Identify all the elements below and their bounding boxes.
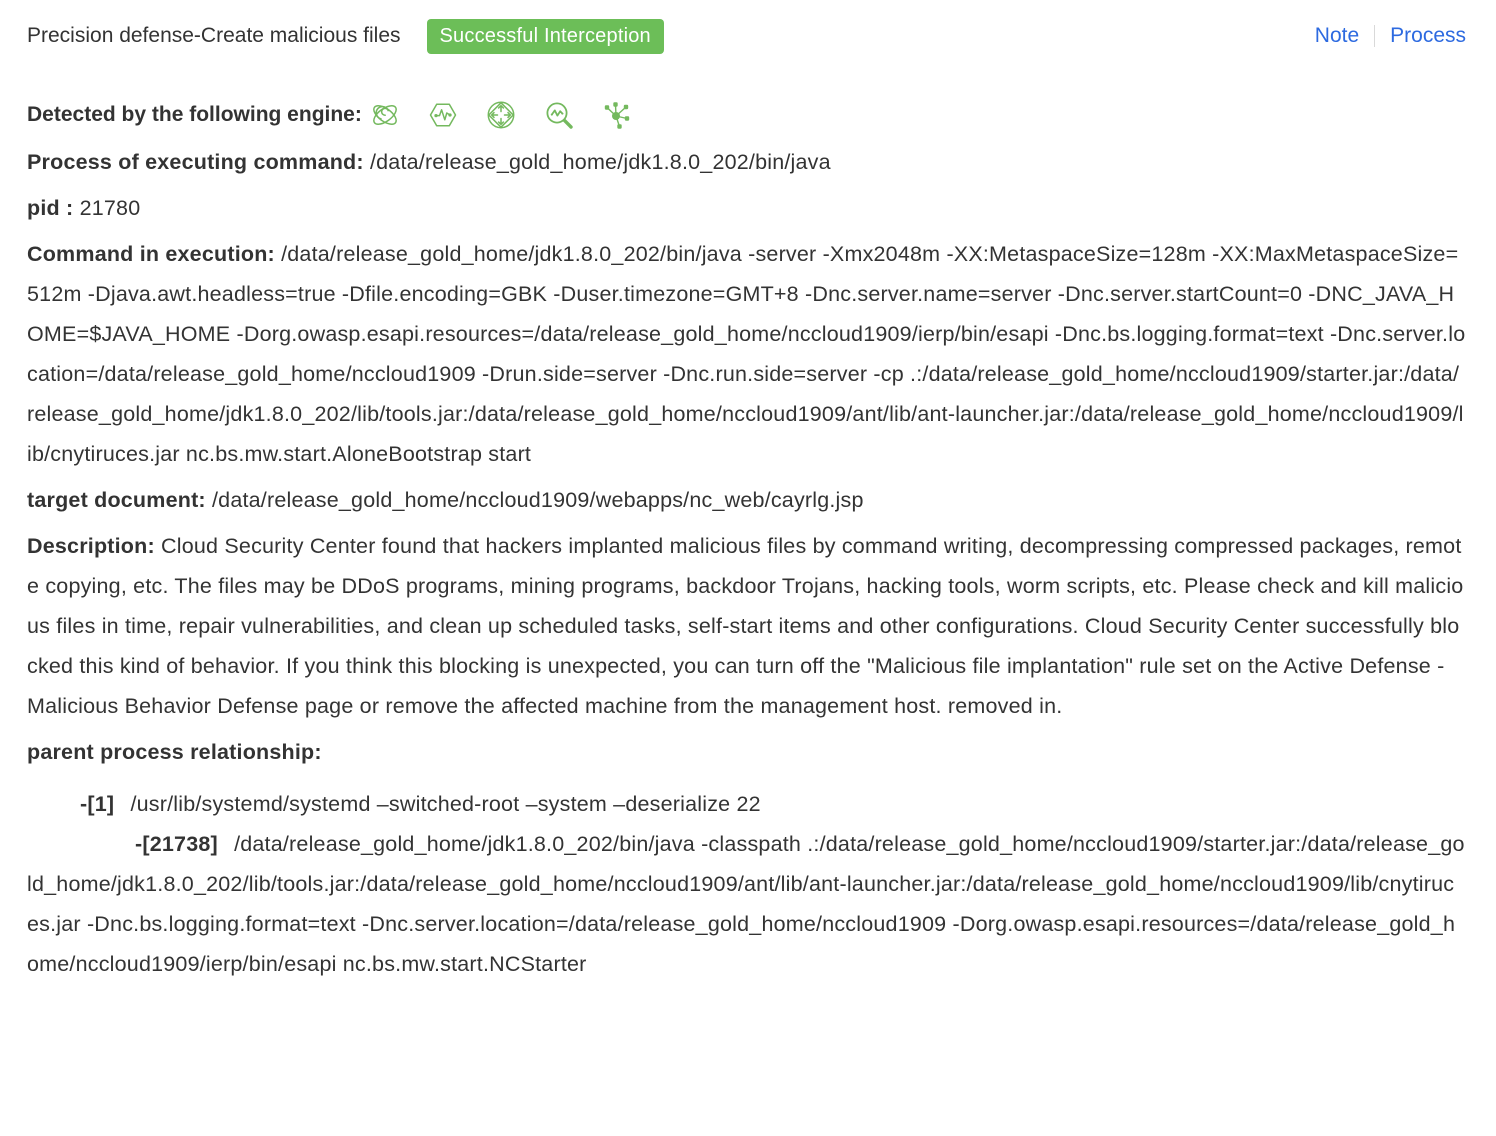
vertical-divider xyxy=(1374,25,1375,47)
command-in-execution-label: Command in execution: xyxy=(27,242,275,266)
magnifier-wave-icon xyxy=(544,100,574,130)
status-badge: Successful Interception xyxy=(427,19,664,54)
parent-process-pid: -[1] xyxy=(80,792,115,816)
engine-row-label: Detected by the following engine: xyxy=(27,103,362,126)
engine-row xyxy=(27,98,1466,132)
parent-process-tree xyxy=(27,784,1466,984)
parent-process-pid: -[21738] xyxy=(135,832,218,856)
description-row xyxy=(27,526,1466,726)
target-document-label: target document: xyxy=(27,488,206,512)
parent-process-command: /usr/lib/systemd/systemd –switched-root –system –deserialize 22 xyxy=(130,792,761,816)
network-cluster-icon xyxy=(602,100,632,130)
page-title: Precision defense-Create malicious files xyxy=(27,24,401,47)
pid-row xyxy=(27,188,1466,228)
parent-process-row xyxy=(27,824,1466,984)
parent-process-heading xyxy=(27,732,1466,772)
header xyxy=(27,18,1466,54)
note-link[interactable]: Note xyxy=(1314,24,1360,47)
parent-process-label: parent process relationship: xyxy=(27,740,322,764)
target-document-row xyxy=(27,480,1466,520)
description-label: Description: xyxy=(27,534,155,558)
process-command-label: Process of executing command: xyxy=(27,150,364,174)
target-document-value: /data/release_gold_home/nccloud1909/webapps/nc_web/cayrlg.jsp xyxy=(211,488,864,512)
pid-value: 21780 xyxy=(79,196,141,220)
parent-process-command: /data/release_gold_home/jdk1.8.0_202/bin/java -classpath .:/data/release_gold_home/nccloud1909/starter.jar:/data/release_gold_home/jdk1.8.0_202/lib/tools.jar:/data/release_gold_home/nccloud1909/ant/lib/ant-launcher.jar:/data/release_gold_home/nccloud1909/lib/cnytiruces.jar -Dnc.bs.logging.format=text -Dnc.server.location=/data/release_gold_home/nccloud1909 -Dorg.owasp.esapi.resources=/data/release_gold_home/nccloud1909/ierp/bin/esapi nc.bs.mw.start.NCStarter xyxy=(27,832,1465,976)
header-actions xyxy=(1315,24,1466,48)
hexagon-pulse-icon xyxy=(428,100,458,130)
atom-swirl-icon xyxy=(370,100,400,130)
engine-icon-list xyxy=(370,100,632,130)
process-link[interactable]: Process xyxy=(1390,24,1466,47)
pid-label: pid : xyxy=(27,196,74,220)
compass-arrows-icon xyxy=(486,100,516,130)
parent-process-row xyxy=(27,784,1466,824)
command-in-execution-value: /data/release_gold_home/jdk1.8.0_202/bin/java -server -Xmx2048m -XX:MetaspaceSize=128m -XX:MaxMetaspaceSize=512m -Djava.awt.headless=true -Dfile.encoding=GBK -Duser.timezone=GMT+8 -Dnc.server.name=server -Dnc.server.startCount=0 -DNC_JAVA_HOME=$JAVA_HOME -Dorg.owasp.esapi.resources=/data/release_gold_home/nccloud1909/ierp/bin/esapi -Dnc.bs.logging.format=text -Dnc.server.location=/data/release_gold_home/nccloud1909 -Drun.side=server -Dnc.run.side=server -cp .:/data/release_gold_home/nccloud1909/starter.jar:/data/release_gold_home/jdk1.8.0_202/lib/tools.jar:/data/release_gold_home/nccloud1909/ant/lib/ant-launcher.jar:/data/release_gold_home/nccloud1909/lib/cnytiruces.jar nc.bs.mw.start.AloneBootstrap start xyxy=(27,242,1466,466)
process-command-value: /data/release_gold_home/jdk1.8.0_202/bin/java xyxy=(369,150,831,174)
header-left xyxy=(27,19,664,54)
description-value: Cloud Security Center found that hackers implanted malicious files by command writing, decompressing compressed packages, remote copying, etc. The files may be DDoS programs, mining programs, backdoor Trojans, hacking tools, worm scripts, etc. Please check and kill malicious files in time, repair vulnerabilities, and clean up scheduled tasks, self-start items and other configurations. Cloud Security Center successfully blocked this kind of behavior. If you think this blocking is unexpected, you can turn off the "Malicious file implantation" rule set on the Active Defense - Malicious Behavior Defense page or remove the affected machine from the management host. removed in. xyxy=(27,534,1464,718)
command-in-execution-row xyxy=(27,234,1466,474)
process-command-row xyxy=(27,142,1466,182)
